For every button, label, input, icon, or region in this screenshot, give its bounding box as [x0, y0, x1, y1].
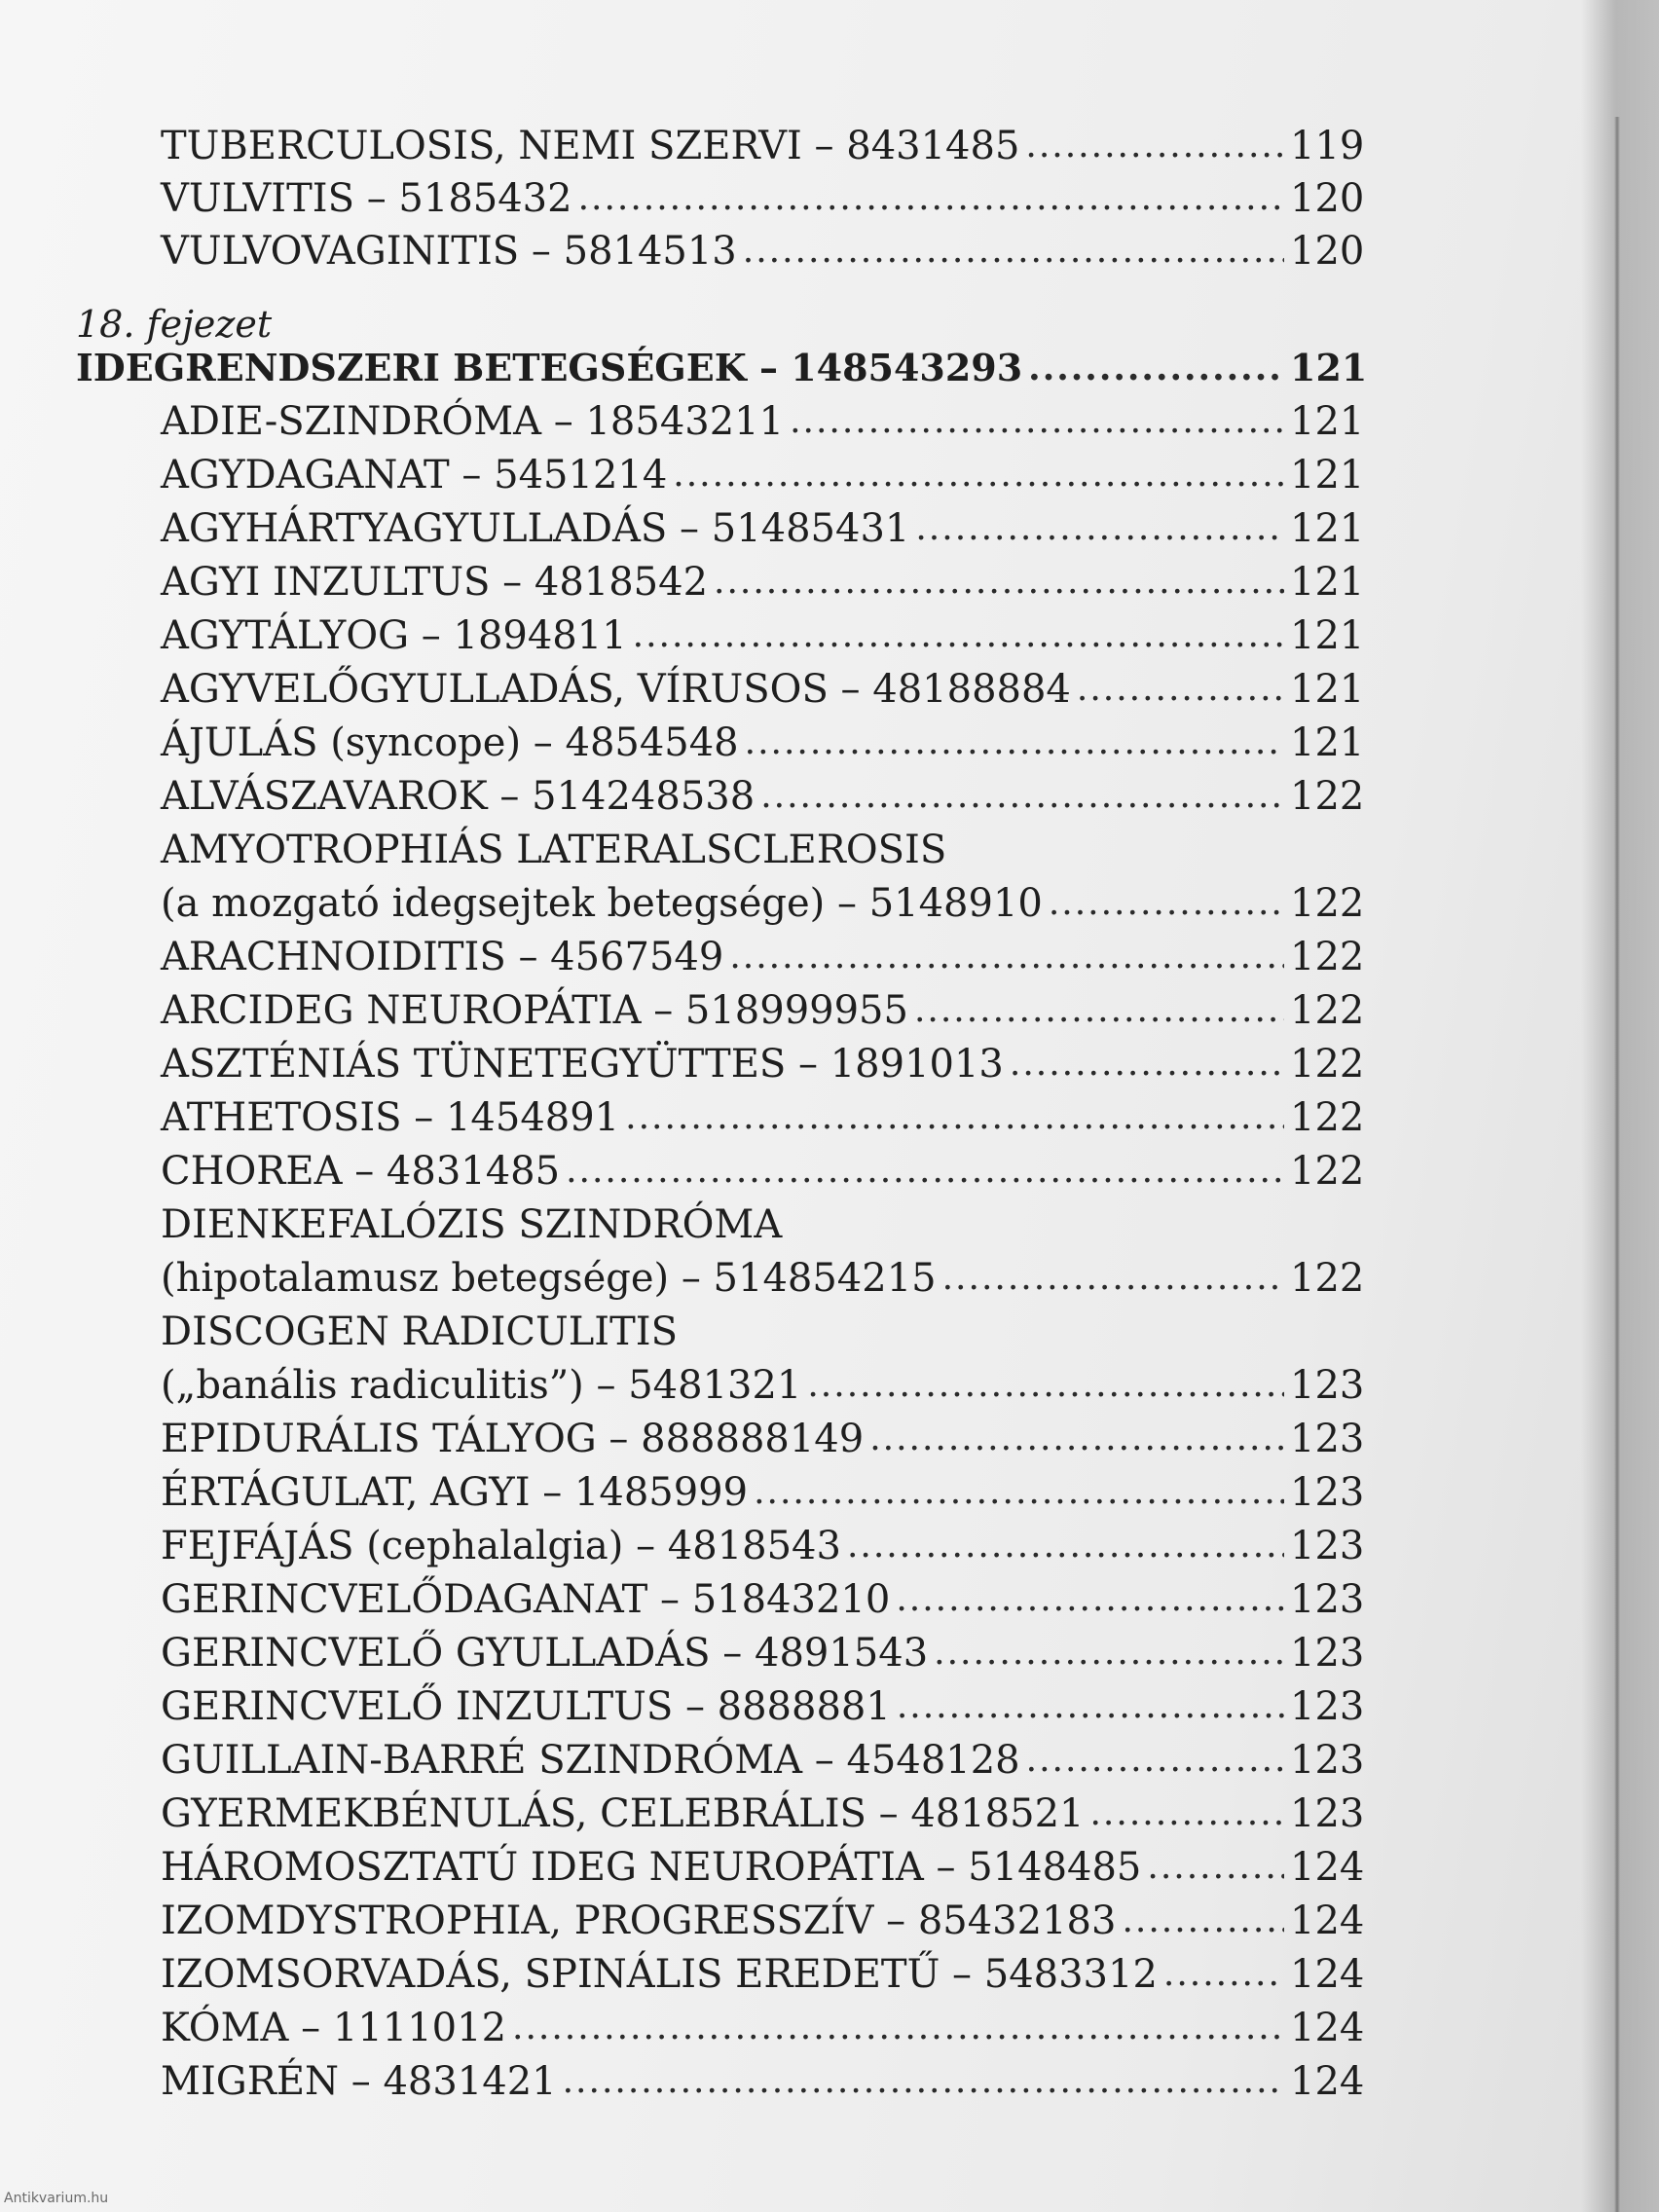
leader-dots — [869, 1415, 1284, 1463]
toc-entry-page: 124 — [1290, 1845, 1365, 1890]
toc-entry-title: AGYDAGANAT – 5451214 — [161, 453, 668, 498]
toc-entry — [161, 1789, 1365, 1838]
toc-entry-page: 121 — [1290, 506, 1365, 551]
toc-entry-page: 124 — [1290, 2059, 1365, 2104]
toc-entry-page: 123 — [1290, 1470, 1365, 1515]
leader-dots — [1147, 1843, 1284, 1892]
toc-entry — [161, 1522, 1365, 1570]
toc-entry-page: 121 — [1290, 613, 1365, 658]
toc-entry-title: IZOMDYSTROPHIA, PROGRESSZÍV – 85432183 — [161, 1899, 1117, 1943]
toc-entry-page: 123 — [1290, 1417, 1365, 1461]
leader-dots — [942, 1254, 1284, 1303]
page-edge-shadow — [1581, 0, 1659, 2212]
toc-entry-title: GERINCVELŐDAGANAT – 51843210 — [161, 1577, 891, 1622]
toc-entry — [161, 1200, 1358, 1249]
leader-dots — [934, 1629, 1284, 1677]
toc-entry — [161, 611, 1365, 660]
toc-entry-title: KÓMA – 1111012 — [161, 2006, 507, 2050]
leader-dots — [566, 1147, 1284, 1196]
toc-entry-page: 123 — [1290, 1684, 1365, 1729]
leader-dots — [1026, 1736, 1284, 1785]
toc-entry — [161, 558, 1365, 607]
toc-entry — [161, 504, 1365, 553]
toc-entry — [161, 451, 1365, 499]
leader-dots — [633, 611, 1284, 660]
toc-entry-title: AGYTÁLYOG – 1894811 — [161, 613, 627, 658]
toc-entry-page: 122 — [1290, 881, 1365, 926]
leader-dots — [673, 451, 1284, 499]
leader-dots — [1163, 1950, 1284, 1999]
toc-entry-title: FEJFÁJÁS (cephalalgia) – 4818543 — [161, 1524, 841, 1568]
toc-entry-title: CHOREA – 4831485 — [161, 1149, 561, 1194]
toc-entry — [161, 1950, 1365, 1999]
leader-dots — [1122, 1897, 1284, 1945]
toc-entry — [161, 1361, 1365, 1410]
toc-entry-title: ATHETOSIS – 1454891 — [161, 1095, 620, 1140]
toc-entry — [161, 1147, 1365, 1196]
toc-entry-page: 123 — [1290, 1631, 1365, 1676]
toc-entry — [161, 1308, 1358, 1356]
toc-entry-page: 123 — [1290, 1791, 1365, 1836]
toc-entry-title: VULVOVAGINITIS – 5814513 — [161, 229, 737, 274]
toc-entry — [161, 933, 1365, 981]
leader-dots — [745, 719, 1284, 767]
leader-dots — [512, 2004, 1284, 2052]
chapter-heading-title: IDEGRENDSZERI BETEGSÉGEK – 148543293 — [76, 346, 1023, 389]
leader-dots — [1049, 879, 1284, 928]
toc-entry-page: 124 — [1290, 1899, 1365, 1943]
toc-entry-title: EPIDURÁLIS TÁLYOG – 888888149 — [161, 1417, 865, 1461]
toc-entry-page: 120 — [1290, 176, 1365, 221]
leader-dots — [914, 986, 1284, 1035]
toc-entry-page: 121 — [1290, 560, 1365, 605]
toc-entry-page: 120 — [1290, 229, 1365, 274]
toc-entry-title: ASZTÉNIÁS TÜNETEGYÜTTES – 1891013 — [161, 1042, 1004, 1087]
toc-entry-page: 122 — [1290, 935, 1365, 979]
toc-entry-title: (hipotalamusz betegsége) – 514854215 — [161, 1256, 937, 1301]
leader-dots — [578, 174, 1284, 223]
leader-dots — [1028, 344, 1284, 392]
leader-dots — [714, 558, 1284, 607]
toc-entry — [161, 1843, 1365, 1892]
toc-entry — [161, 665, 1365, 714]
toc-entry-page: 123 — [1290, 1577, 1365, 1622]
toc-entry — [161, 719, 1365, 767]
leader-dots — [790, 397, 1284, 446]
leader-dots — [807, 1361, 1284, 1410]
toc-entry-title: GERINCVELŐ GYULLADÁS – 4891543 — [161, 1631, 929, 1676]
toc-entry-title: DIENKEFALÓZIS SZINDRÓMA — [161, 1202, 783, 1247]
leader-dots — [896, 1575, 1284, 1624]
toc-entry-page: 121 — [1290, 453, 1365, 498]
toc-entry-page: 124 — [1290, 2006, 1365, 2050]
toc-entry-page: 122 — [1290, 1149, 1365, 1194]
toc-entry-page: 121 — [1290, 720, 1365, 765]
toc-entry-title: („banális radiculitis”) – 5481321 — [161, 1363, 802, 1408]
toc-entry-title: IZOMSORVADÁS, SPINÁLIS EREDETŰ – 5483312 — [161, 1952, 1158, 1997]
toc-entry-title: ARACHNOIDITIS – 4567549 — [161, 935, 724, 979]
toc-entry-page: 122 — [1290, 988, 1365, 1033]
toc-entry-title: MIGRÉN – 4831421 — [161, 2059, 557, 2104]
toc-entry — [161, 826, 1358, 874]
toc-entry-page: 123 — [1290, 1524, 1365, 1568]
toc-entry — [161, 1575, 1365, 1624]
toc-entry-title: ÁJULÁS (syncope) – 4854548 — [161, 720, 739, 765]
toc-entry-title: AGYHÁRTYAGYULLADÁS – 51485431 — [161, 506, 910, 551]
toc-entry-title: VULVITIS – 5185432 — [161, 176, 572, 221]
leader-dots — [563, 2057, 1284, 2106]
toc-entry-title: GUILLAIN-BARRÉ SZINDRÓMA – 4548128 — [161, 1738, 1020, 1783]
toc-entry-page: 121 — [1290, 667, 1365, 712]
toc-entry — [161, 1415, 1365, 1463]
toc-entry-title: ARCIDEG NEUROPÁTIA – 518999955 — [161, 988, 908, 1033]
chapter-label: 18. fejezet — [76, 303, 273, 346]
leader-dots — [1089, 1789, 1284, 1838]
toc-entry-title: GERINCVELŐ INZULTUS – 8888881 — [161, 1684, 891, 1729]
toc-entry-page: 122 — [1290, 1095, 1365, 1140]
leader-dots — [754, 1468, 1284, 1517]
page-fold-line — [1614, 117, 1620, 2212]
toc-entry-page: 122 — [1290, 1042, 1365, 1087]
toc-entry-page: 123 — [1290, 1363, 1365, 1408]
watermark: Antikvarium.hu — [4, 2191, 109, 2206]
toc-entry-title: TUBERCULOSIS, NEMI SZERVI – 8431485 — [161, 124, 1020, 168]
toc-entry-page: 119 — [1290, 124, 1365, 168]
toc-entry-title: AGYI INZULTUS – 4818542 — [161, 560, 709, 605]
leader-dots — [1077, 665, 1284, 714]
chapter-heading-page: 121 — [1290, 346, 1368, 389]
toc-entry-page: 121 — [1290, 399, 1365, 444]
toc-entry — [161, 122, 1365, 170]
leader-dots — [897, 1682, 1284, 1731]
leader-dots — [729, 933, 1284, 981]
leader-dots — [915, 504, 1284, 553]
toc-entry — [161, 1897, 1365, 1945]
toc-entry — [161, 772, 1365, 821]
toc-entry-page: 124 — [1290, 1952, 1365, 1997]
leader-dots — [1025, 122, 1284, 170]
toc-entry-page: 122 — [1290, 774, 1365, 819]
toc-entry — [161, 1254, 1365, 1303]
toc-entry-title: AMYOTROPHIÁS LATERALSCLEROSIS — [161, 828, 947, 872]
toc-entry-page: 122 — [1290, 1256, 1365, 1301]
toc-entry-title: DISCOGEN RADICULITIS — [161, 1309, 678, 1354]
leader-dots — [743, 227, 1284, 276]
toc-entry — [161, 1736, 1365, 1785]
leader-dots — [847, 1522, 1284, 1570]
toc-entry — [161, 227, 1365, 276]
toc-entry — [161, 1682, 1365, 1731]
leader-dots — [1010, 1040, 1284, 1088]
toc-entry — [161, 1629, 1365, 1677]
toc-entry — [161, 1093, 1365, 1142]
toc-entry-title: HÁROMOSZTATÚ IDEG NEUROPÁTIA – 5148485 — [161, 1845, 1142, 1890]
toc-entry — [161, 1040, 1365, 1088]
toc-entry-title: AGYVELŐGYULLADÁS, VÍRUSOS – 48188884 — [161, 667, 1071, 712]
toc-entry — [161, 397, 1365, 446]
toc-entry-title: ADIE-SZINDRÓMA – 18543211 — [161, 399, 785, 444]
toc-entry-title: (a mozgató idegsejtek betegsége) – 5148910 — [161, 881, 1043, 926]
toc-entry — [161, 174, 1365, 223]
toc-entry-page: 123 — [1290, 1738, 1365, 1783]
toc-entry — [161, 2057, 1365, 2106]
toc-entry — [161, 879, 1365, 928]
toc-entry — [161, 2004, 1365, 2052]
leader-dots — [760, 772, 1284, 821]
toc-entry-title: GYERMEKBÉNULÁS, CELEBRÁLIS – 4818521 — [161, 1791, 1085, 1836]
leader-dots — [625, 1093, 1284, 1142]
toc-entry — [161, 1468, 1365, 1517]
toc-entry-title: ALVÁSZAVAROK – 514248538 — [161, 774, 756, 819]
toc-entry — [161, 986, 1365, 1035]
toc-entry-title: ÉRTÁGULAT, AGYI – 1485999 — [161, 1470, 749, 1515]
chapter-heading — [76, 344, 1368, 392]
